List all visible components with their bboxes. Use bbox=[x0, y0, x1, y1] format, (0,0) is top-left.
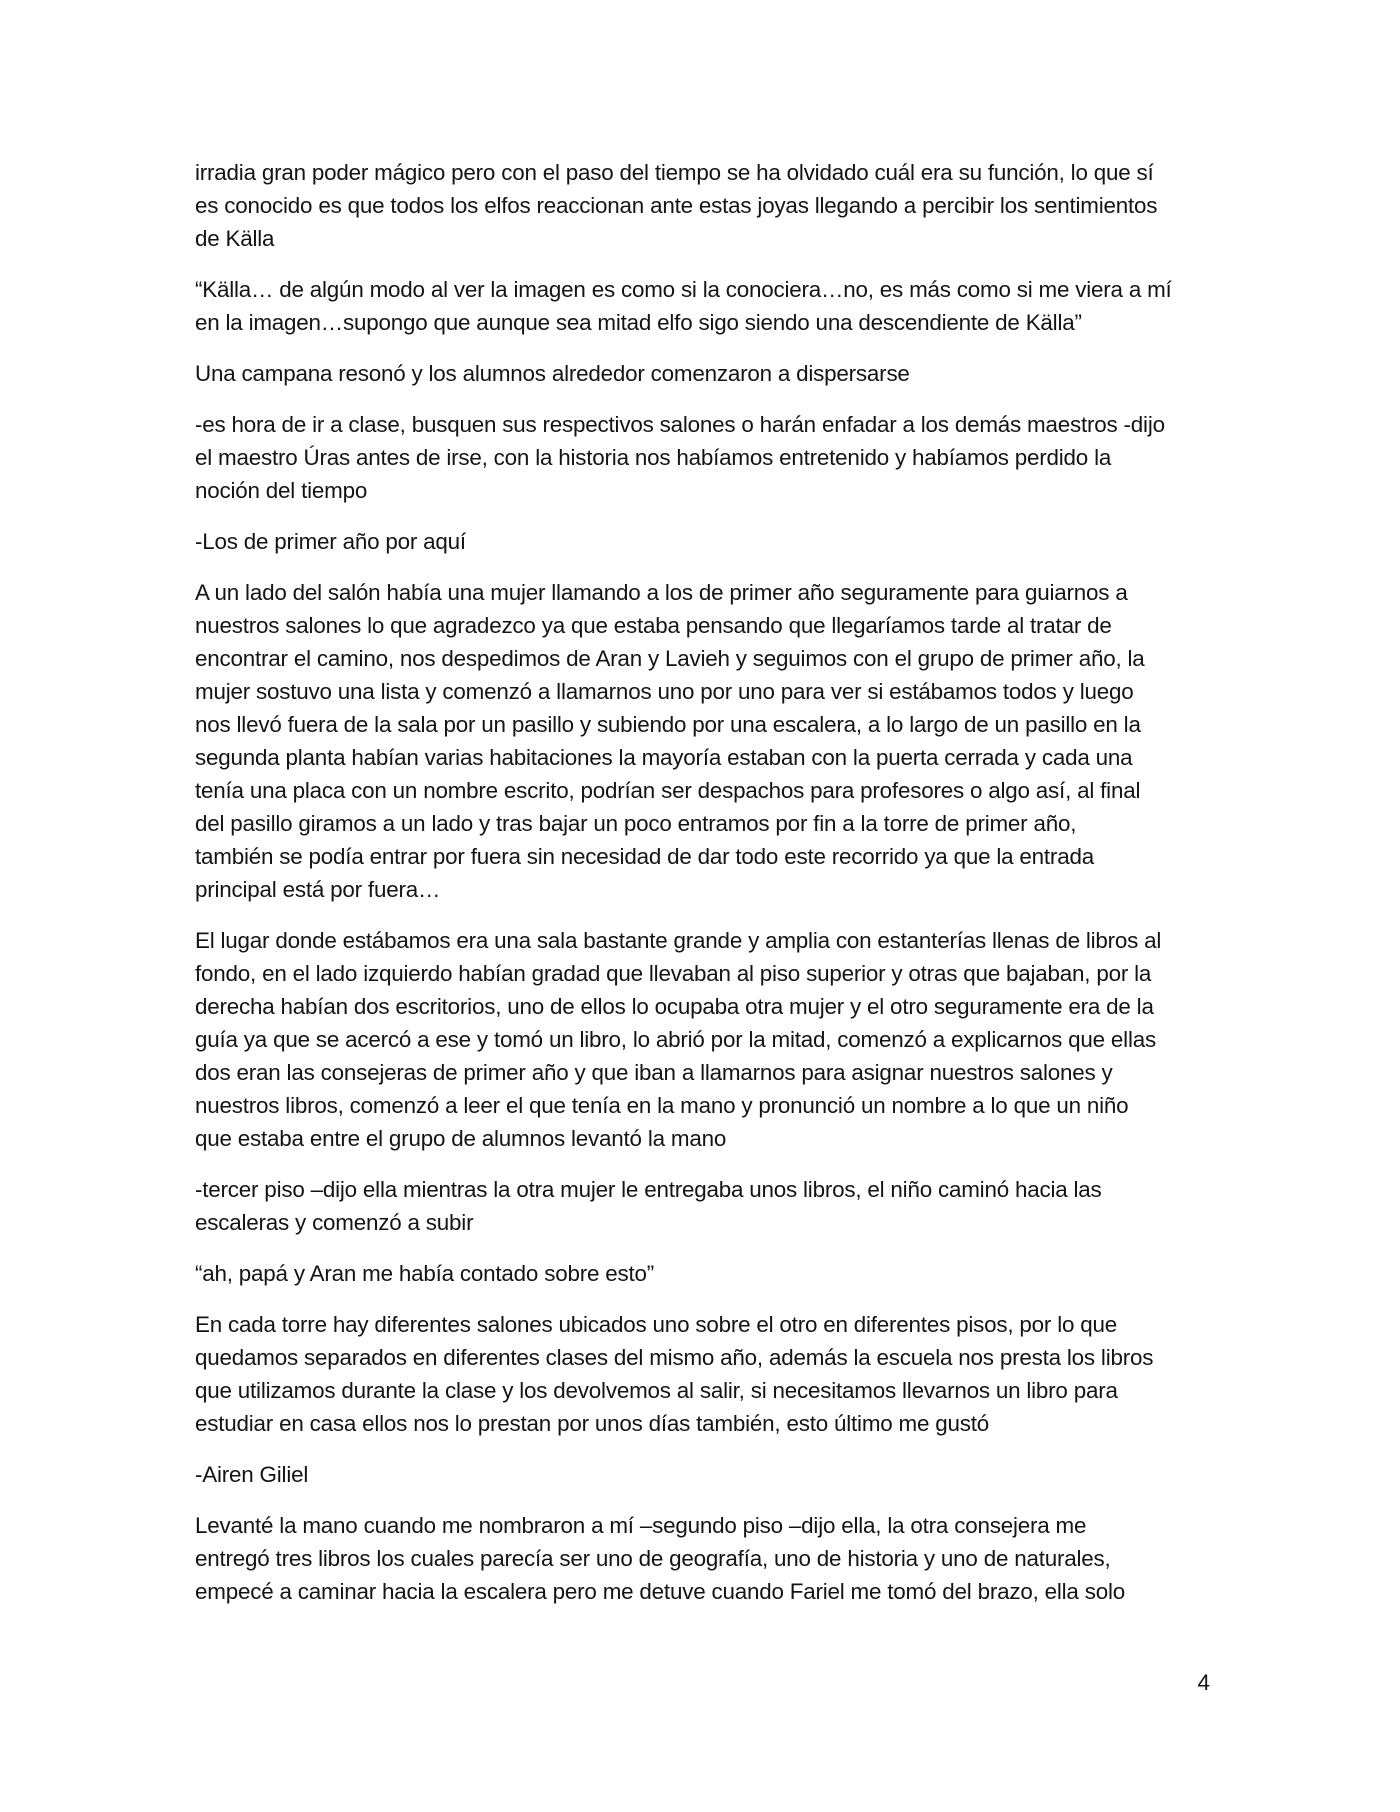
paragraph bbox=[195, 408, 1205, 507]
paragraph bbox=[195, 156, 1205, 255]
text-line: -Airen Giliel bbox=[195, 1462, 309, 1487]
text-line: Levanté la mano cuando me nombraron a mí –segundo piso –dijo ella, la otra consejera me bbox=[195, 1513, 1087, 1538]
paragraph bbox=[195, 924, 1205, 1155]
paragraph bbox=[195, 273, 1205, 339]
text-line: entregó tres libros los cuales parecía ser uno de geografía, uno de historia y uno de naturales, bbox=[195, 1546, 1111, 1571]
text-line: el maestro Úras antes de irse, con la historia nos habíamos entretenido y habíamos perdido la bbox=[195, 445, 1112, 470]
text-line: “ah, papá y Aran me había contado sobre esto” bbox=[195, 1261, 655, 1286]
text-line: nos llevó fuera de la sala por un pasillo y subiendo por una escalera, a lo largo de un pasillo en la bbox=[195, 712, 1141, 737]
text-line: “Källa… de algún modo al ver la imagen es como si la conociera…no, es más como si me viera a mí bbox=[195, 277, 1172, 302]
text-line: nuestros salones lo que agradezco ya que estaba pensando que llegaríamos tarde al tratar de bbox=[195, 613, 1112, 638]
text-line: fondo, en el lado izquierdo habían gradad que llevaban al piso superior y otras que bajaban, por la bbox=[195, 961, 1152, 986]
text-line: es conocido es que todos los elfos reaccionan ante estas joyas llegando a percibir los sentimientos bbox=[195, 193, 1158, 218]
text-line: del pasillo giramos a un lado y tras bajar un poco entramos por fin a la torre de primer año, bbox=[195, 811, 1077, 836]
text-line: guía ya que se acercó a ese y tomó un libro, lo abrió por la mitad, comenzó a explicarnos que ellas bbox=[195, 1027, 1156, 1052]
text-line: -Los de primer año por aquí bbox=[195, 529, 466, 554]
text-line: empecé a caminar hacia la escalera pero me detuve cuando Fariel me tomó del brazo, ella solo bbox=[195, 1579, 1125, 1604]
text-line: que utilizamos durante la clase y los devolvemos al salir, si necesitamos llevarnos un libro para bbox=[195, 1378, 1118, 1403]
text-line: de Källa bbox=[195, 226, 275, 251]
text-line: también se podía entrar por fuera sin necesidad de dar todo este recorrido ya que la entrada bbox=[195, 844, 1094, 869]
paragraph bbox=[195, 1458, 1205, 1491]
paragraph bbox=[195, 1308, 1205, 1440]
text-line: en la imagen…supongo que aunque sea mitad elfo sigo siendo una descendiente de Källa” bbox=[195, 310, 1082, 335]
text-line: -tercer piso –dijo ella mientras la otra mujer le entregaba unos libros, el niño caminó hacia las bbox=[195, 1177, 1102, 1202]
text-line: El lugar donde estábamos era una sala bastante grande y amplia con estanterías llenas de libros al bbox=[195, 928, 1162, 953]
text-line: derecha habían dos escritorios, uno de ellos lo ocupaba otra mujer y el otro seguramente era de la bbox=[195, 994, 1154, 1019]
text-line: segunda planta habían varias habitaciones la mayoría estaban con la puerta cerrada y cada una bbox=[195, 745, 1133, 770]
paragraph bbox=[195, 1257, 1205, 1290]
paragraph bbox=[195, 1509, 1205, 1608]
body-text bbox=[195, 156, 1205, 1626]
text-line: principal está por fuera… bbox=[195, 877, 441, 902]
text-line: -es hora de ir a clase, busquen sus respectivos salones o harán enfadar a los demás maestros -dijo bbox=[195, 412, 1165, 437]
text-line: quedamos separados en diferentes clases del mismo año, además la escuela nos presta los libros bbox=[195, 1345, 1154, 1370]
text-line: que estaba entre el grupo de alumnos levantó la mano bbox=[195, 1126, 727, 1151]
text-line: Una campana resonó y los alumnos alrededor comenzaron a dispersarse bbox=[195, 361, 910, 386]
paragraph bbox=[195, 357, 1205, 390]
text-line: nuestros libros, comenzó a leer el que tenía en la mano y pronunció un nombre a lo que un niño bbox=[195, 1093, 1129, 1118]
text-line: mujer sostuvo una lista y comenzó a llamarnos uno por uno para ver si estábamos todos y luego bbox=[195, 679, 1134, 704]
text-line: noción del tiempo bbox=[195, 478, 368, 503]
text-line: estudiar en casa ellos nos lo prestan por unos días también, esto último me gustó bbox=[195, 1411, 990, 1436]
text-line: A un lado del salón había una mujer llamando a los de primer año seguramente para guiarnos a bbox=[195, 580, 1128, 605]
text-line: dos eran las consejeras de primer año y que iban a llamarnos para asignar nuestros salones y bbox=[195, 1060, 1113, 1085]
paragraph bbox=[195, 525, 1205, 558]
page-number: 4 bbox=[1197, 1670, 1210, 1695]
text-line: encontrar el camino, nos despedimos de Aran y Lavieh y seguimos con el grupo de primer año, la bbox=[195, 646, 1145, 671]
text-line: escaleras y comenzó a subir bbox=[195, 1210, 474, 1235]
paragraph bbox=[195, 576, 1205, 906]
text-line: En cada torre hay diferentes salones ubicados uno sobre el otro en diferentes pisos, por lo que bbox=[195, 1312, 1117, 1337]
text-line: irradia gran poder mágico pero con el paso del tiempo se ha olvidado cuál era su función, lo que sí bbox=[195, 160, 1154, 185]
paragraph bbox=[195, 1173, 1205, 1239]
text-line: tenía una placa con un nombre escrito, podrían ser despachos para profesores o algo así, al final bbox=[195, 778, 1141, 803]
